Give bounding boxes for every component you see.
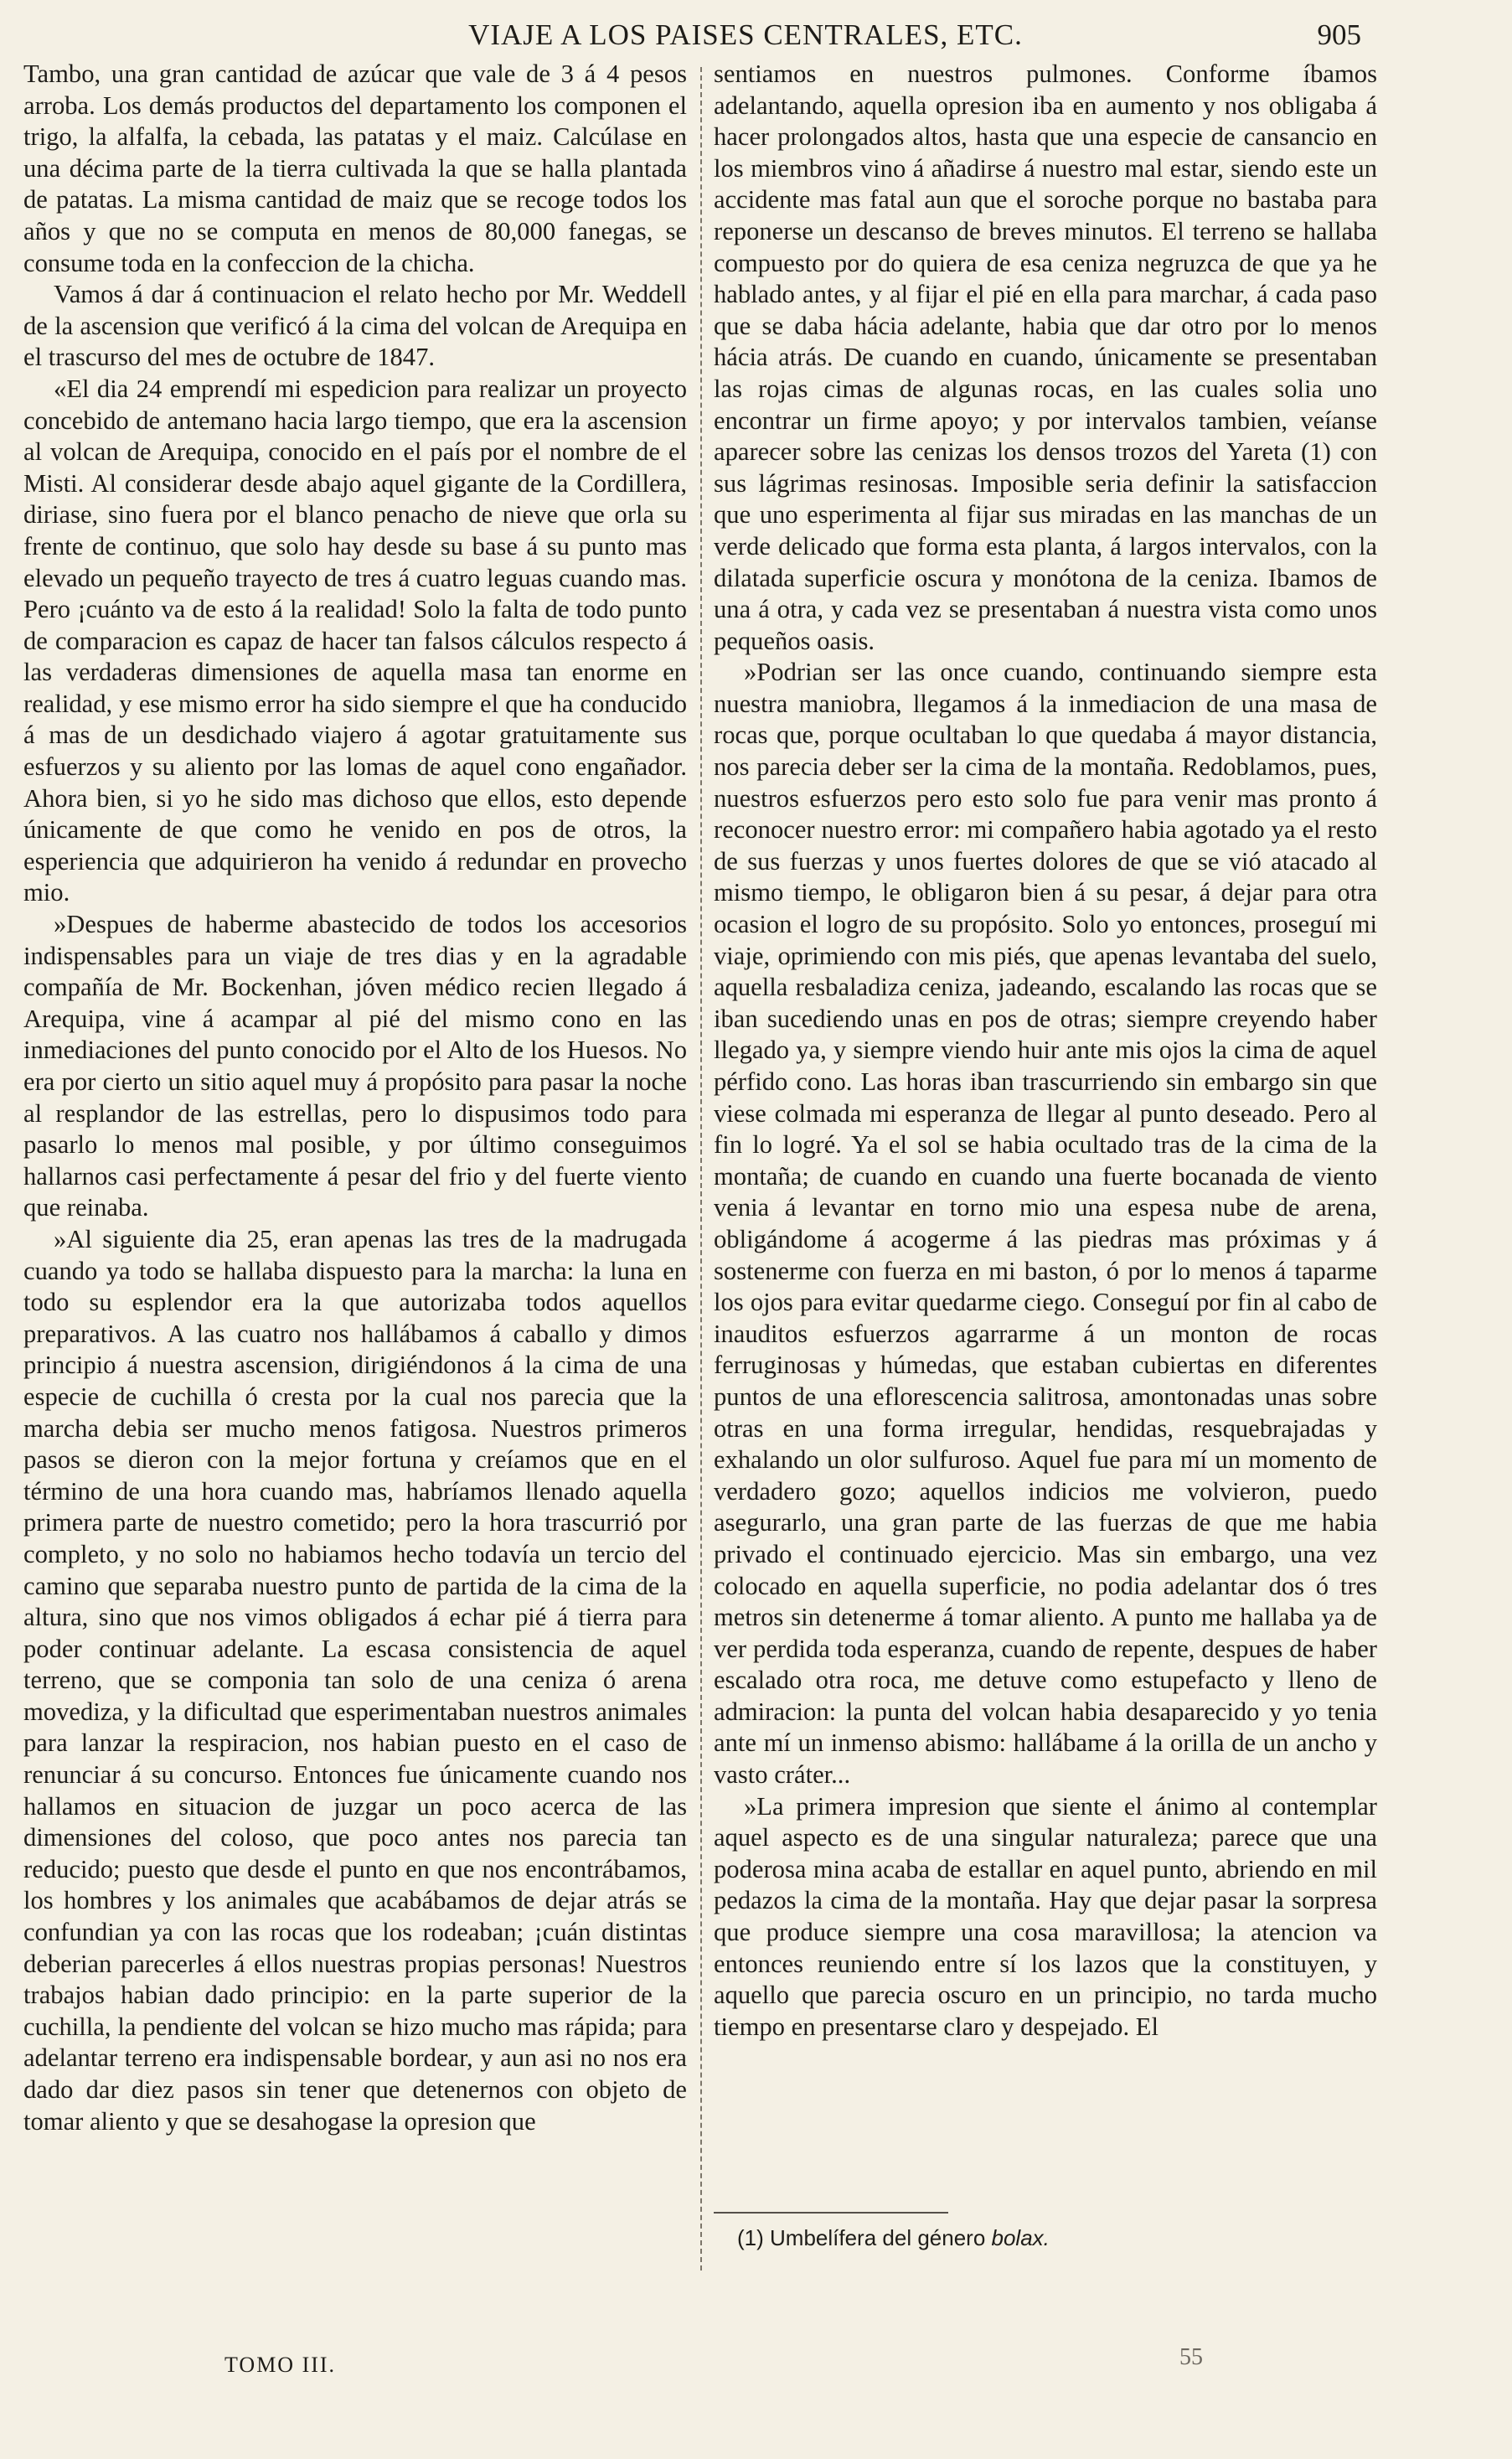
- footnote-rule: [714, 2212, 948, 2214]
- paragraph: »La primera impresion que siente el ánimo al contemplar aquel aspecto es de una singular naturaleza; parece que una poderosa mina acaba de estallar en aquel punto, abriendo en mil pedazos la cima de la montaña. Hay que dejar pasar la sorpresa que produce siempre una cosa maravillosa; la atencion va entonces reuniendo entre sí los lazos que la constituyen, y aquello que parecia oscuro en un principio, no tarda mucho tiempo en presentarse claro y despejado. El: [714, 1791, 1377, 2041]
- footnote-marker: (1): [737, 2225, 764, 2250]
- paragraph: Vamos á dar á continuacion el relato hecho por Mr. Weddell de la ascension que verificó á la cima del volcan de Arequipa en el trascurso del mes de octubre de 1847.: [23, 280, 687, 372]
- paragraph: Tambo, una gran cantidad de azúcar que vale de 3 á 4 pesos arroba. Los demás productos del departamento los componen el trigo, la alfalfa, la cebada, las patatas y el maiz. Calcúlase en una décima parte de la tierra cultivada la que se halla plantada de patatas. La misma cantidad de maiz que se recoge todos los años y que no se computa en menos de 80,000 fanegas, se consume toda en la confeccion de la chicha.: [23, 59, 687, 277]
- signature-mark: 55: [1179, 2344, 1203, 2370]
- paragraph: »Despues de haberme abastecido de todos los accesorios indispensables para un viaje de tres dias y en la agradable compañía de Mr. Bockenhan, jóven médico recien llegado á Arequipa, vine á acampar al pié del mismo cono en las inmediaciones del punto conocido por el Alto de los Huesos. No era por cierto un sitio aquel muy á propósito para pasar la noche al resplandor de las estrellas, pero lo dispusimos todo para pasarlo lo menos mal posible, y por último conseguimos hallarnos casi perfectamente á pesar del frio y del fuerte viento que reinaba.: [23, 910, 687, 1222]
- page-number: 905: [1317, 18, 1361, 51]
- paragraph: »Al siguiente dia 25, eran apenas las tres de la madrugada cuando ya todo se hallaba dispuesto para la marcha: la luna en todo su esplendor era la que autorizaba todos aquellos preparativos. A las cuatro nos hallábamos á caballo y dimos principio á nuestra ascension, dirigiéndonos á la cima de una especie de cuchilla ó cresta por la cual nos parecia que la marcha debia ser mucho menos fatigosa. Nuestros primeros pasos se dieron con la mejor fortuna y creíamos que en el término de una hora cuando mas, habríamos llenado aquella primera parte de nuestro cometido; pero la hora trascurrió por completo, y no solo no habiamos hecho todavía un tercio del camino que separaba nuestro punto de partida de la cima de la altura, sino que nos vimos obligados á echar pié á tierra para poder continuar adelante. La escasa consistencia de aquel terreno, que se componia tan solo de una ceniza ó arena movediza, y la dificultad que esperimentaban nuestros animales para lanzar la respiracion, nos habian puesto en el caso de renunciar á su concurso. Entonces fue únicamente cuando nos hallamos en situacion de juzgar un poco acerca de las dimensiones del coloso, que poco antes nos parecia tan reducido; puesto que desde el punto en que nos encontrábamos, los hombres y los animales que acabábamos de dejar atrás se confundian ya con las rocas que los rodeaban; ¡cuán distintas deberian parecerles á ellos nuestras propias personas! Nuestros trabajos habian dado principio: en la parte superior de la cuchilla, la pendiente del volcan se hizo mucho mas rápida; para adelantar terreno era indispensable bordear, y aun asi no nos era dado dar diez pasos sin tener que detenernos con objeto de tomar aliento y que se desahogase la opresion que: [23, 1224, 687, 2136]
- footnote: [737, 2225, 1050, 2251]
- volume-label: TOMO III.: [224, 2353, 337, 2377]
- footnote-genus: bolax.: [991, 2225, 1050, 2250]
- paragraph: »Podrian ser las once cuando, continuando siempre esta nuestra maniobra, llegamos á la inmediacion de una masa de rocas que, porque ocultaban lo que quedaba á mayor distancia, nos parecia deber ser la cima de la montaña. Redoblamos, pues, nuestros esfuerzos pero esto solo fue para venir mas pronto á reconocer nuestro error: mi compañero habia agotado ya el resto de sus fuerzas y unos fuertes dolores de que se vió atacado al mismo tiempo, le obligaron bien á su pesar, á dejar para otra ocasion el logro de su propósito. Solo yo entonces, proseguí mi viaje, oprimiendo con mis piés, que apenas levantaba del suelo, aquella resbaladiza ceniza, jadeando, escalando las rocas que se iban sucediendo unas en pos de otras; siempre creyendo haber llegado ya, y siempre viendo huir ante mis ojos la cima de aquel pérfido cono. Las horas iban trascurriendo sin embargo sin que viese colmada mi esperanza de llegar al punto deseado. Pero al fin lo logré. Ya el sol se habia ocultado tras de la cima de la montaña; de cuando en cuando una fuerte bocanada de viento venia á levantar en torno mio una espesa nube de arena, obligándome á acogerme á las piedras mas próximas y á sostenerme con fuerza en mi baston, ó por lo menos á taparme los ojos para evitar quedarme ciego. Conseguí por fin al cabo de inauditos esfuerzos agarrarme á un monton de rocas ferruginosas y húmedas, que estaban cubiertas en diferentes puntos de una eflorescencia salitrosa, amontonadas unas sobre otras en una forma irregular, hendidas, resquebrajadas y exhalando un olor sulfuroso. Aquel fue para mí un momento de verdadero gozo; aquellos indicios me volvieron, puedo asegurarlo, una gran parte de las fuerzas de que me habia privado el continuado ejercicio. Mas sin embargo, una vez colocado en aquella superficie, no podia adelantar dos ó tres metros sin detenerme á tomar aliento. A punto me hallaba ya de ver perdida toda esperanza, cuando de repente, despues de haber escalado otra roca, me detuve como estupefacto y lleno de admiracion: la punta del volcan habia desaparecido y yo tenia ante mí un inmenso abismo: hallábame á la orilla de un ancho y vasto cráter...: [714, 658, 1377, 1790]
- right-column: [714, 59, 1377, 2237]
- footnote-text: Umbelífera del género: [770, 2225, 986, 2250]
- page-header: [0, 18, 1512, 60]
- paragraph: «El dia 24 emprendí mi espedicion para realizar un proyecto concebido de antemano hacia largo tiempo, que era la ascension al volcan de Arequipa, conocido en el país por el nombre de el Misti. Al considerar desde abajo aquel gigante de la Cordillera, diriase, sino fuera por el blanco penacho de nieve que orla su frente de continuo, que solo hay desde su base á su punto mas elevado un pequeño trayecto de tres á cuatro leguas cuando mas. Pero ¡cuánto va de esto á la realidad! Solo la falta de todo punto de comparacion es capaz de hacer tan falsos cálculos respecto á las verdaderas dimensiones de aquella masa tan enorme en realidad, y ese mismo error ha sido siempre el que ha conducido á mas de un desdichado viajero á agotar gratuitamente sus esfuerzos y su aliento por las lomas de aquel cono engañador. Ahora bien, si yo he sido mas dichoso que ellos, esto depende únicamente de que como he venido en pos de otros, la esperiencia que adquirieron ha venido á redundar en provecho mio.: [23, 374, 687, 907]
- running-title: VIAJE A LOS PAISES CENTRALES, ETC.: [468, 18, 1023, 51]
- paragraph: sentiamos en nuestros pulmones. Conforme íbamos adelantando, aquella opresion iba en aumento y nos obligaba á hacer prolongados altos, hasta que una especie de cansancio en los miembros vino á añadirse á nuestro mal estar, siendo este un accidente mas fatal aun que el soroche porque no bastaba para reponerse un descanso de breves minutos. El terreno se hallaba compuesto por do quiera de esa ceniza negruzca de que ya he hablado antes, y al fijar el pié en ella para marchar, á cada paso que se daba hácia adelante, habia que dar otro por lo menos hácia atrás. De cuando en cuando, únicamente se presentaban las rojas cimas de algunas rocas, en las cuales solia uno encontrar un firme apoyo; y por intervalos tambien, veíanse aparecer sobre las cenizas los densos trozos del Yareta (1) con sus lágrimas resinosas. Imposible seria definir la satisfaccion que uno esperimenta al fijar sus miradas en las manchas de un verde delicado que forma esta planta, á largos intervalos, con la dilatada superficie oscura y monótona de la ceniza. Ibamos de una á otra, y cada vez se presentaban á nuestra vista como unos pequeños oasis.: [714, 59, 1377, 655]
- column-divider: [700, 67, 702, 2270]
- left-column: [23, 59, 687, 2279]
